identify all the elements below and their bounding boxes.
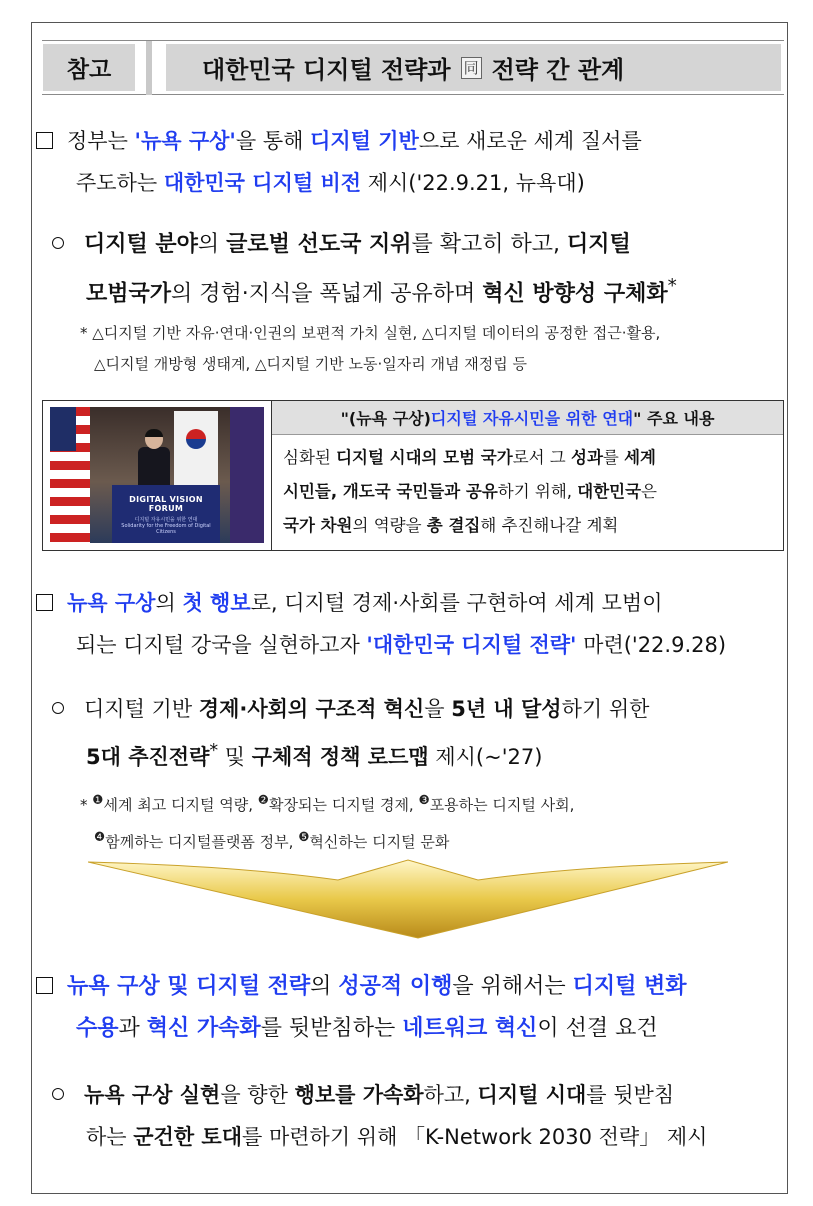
us-flag-icon	[50, 407, 90, 543]
header-bar	[42, 40, 784, 95]
speaker-figure	[136, 429, 172, 483]
circle-bullet-icon	[52, 702, 64, 714]
square-bullet-icon	[36, 594, 53, 611]
down-arrow-icon	[88, 858, 728, 940]
section1-paragraph	[36, 120, 784, 204]
korea-flag-icon	[174, 411, 218, 489]
square-bullet-icon	[36, 132, 53, 149]
same-mark: 同	[461, 57, 482, 79]
footnote: * $^❶$세계 최고 디지털 역량, $^❷$확장되는 디지털 경제, $^❸$포용하는 디지털 사회, $^❹$함께하는 디지털플랫폼 정부, $^❺$혁신하는 디지털 문화	[80, 792, 575, 851]
section2-sub: 디지털 기반 경제·사회의 구조적 혁신을 5년 내 달성하기 위한 5대 추진전략* 및 구체적 정책 로드맵 제시(~'27)	[52, 688, 800, 778]
box-body: 심화된 디지털 시대의 모범 국가로서 그 성과를 세계 시민들, 개도국 국민들과 공유하기 위해, 대한민국은 국가 차원의 역량을 총 결집해 추진해나갈 계획	[283, 448, 657, 535]
purple-flag-icon	[230, 407, 264, 543]
highlight-box	[42, 400, 784, 551]
podium: DIGITAL VISION FORUM 디지털 자유시민을 위한 연대 Solidarity for the Freedom of Digital Citizens	[112, 485, 220, 543]
section3-sub: 뉴욕 구상 실현을 향한 행보를 가속화하고, 디지털 시대를 뒷받침 하는 군건한 토대를 마련하기 위해 「K-Network 2030 전략」 제시	[52, 1074, 800, 1158]
circle-bullet-icon	[52, 1088, 64, 1100]
header-divider	[146, 41, 152, 95]
reference-tag: 참고	[43, 44, 135, 91]
box-title: "(뉴욕 구상) 디지털 자유시민을 위한 연대 " 주요 내용	[272, 401, 783, 435]
line: 주도하는 대한민국 디지털 비전 제시('22.9.21, 뉴욕대)	[76, 171, 585, 195]
square-bullet-icon	[36, 977, 53, 994]
section2-paragraph: 뉴욕 구상의 첫 행보로, 디지털 경제·사회를 구현하여 세계 모범이 되는 디지털 강국을 실현하고자 '대한민국 디지털 전략' 마련('22.9.28)	[36, 582, 784, 666]
page-title	[166, 44, 781, 91]
footnote: * △디지털 기반 자유·연대·인권의 보편적 가치 실현, △디지털 데이터의 공정한 접근·활용, △디지털 개방형 생태계, △디지털 기반 노동·일자리 개념 재정립 등	[80, 324, 661, 373]
title-part-2: 전략 간 관계	[491, 56, 625, 84]
circle-bullet-icon	[52, 237, 64, 249]
line: 정부는 '뉴욕 구상'을 통해 디지털 기반으로 새로운 세계 질서를	[36, 120, 784, 162]
speech-photo	[50, 407, 264, 543]
title-part-1: 대한민국 디지털 전략과	[202, 56, 451, 84]
section1-sub: 디지털 분야의 글로벌 선도국 지위를 확고히 하고, 디지털 모범국가의 경험·지식을 폭넓게 공유하며 혁신 방향성 구체화*	[52, 224, 800, 315]
section3-paragraph: 뉴욕 구상 및 디지털 전략의 성공적 이행을 위해서는 디지털 변화 수용과 혁신 가속화를 뒷받침하는 네트워크 혁신이 선결 요건	[36, 966, 784, 1050]
